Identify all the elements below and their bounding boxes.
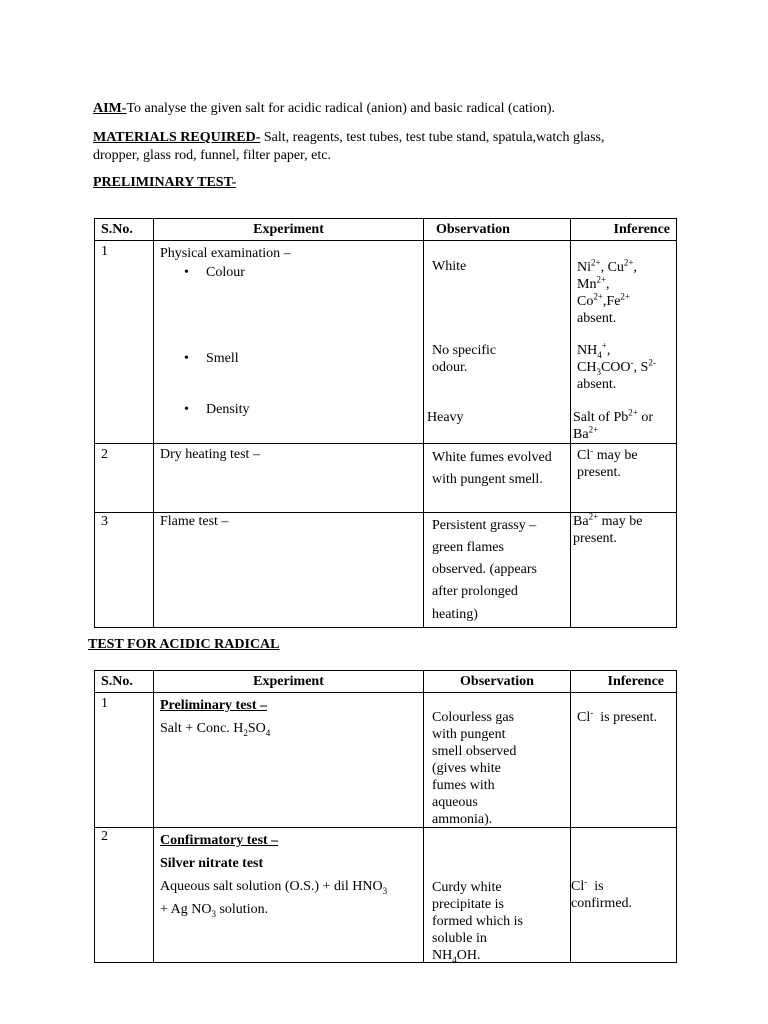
observation-line: $NH_4OH$.	[432, 948, 481, 965]
inference-text: Cl- is present.	[577, 707, 657, 725]
header-observation: Observation	[424, 219, 571, 241]
observation-line: soluble in	[432, 931, 487, 946]
materials-label: MATERIALS REQUIRED-	[93, 130, 261, 145]
header-sno: S.No.	[95, 671, 154, 693]
preliminary-heading: PRELIMINARY TEST-	[93, 175, 237, 190]
sno: 1	[101, 696, 108, 711]
header-experiment: Experiment	[154, 671, 424, 693]
inference-text: $Ba^{2+}$ may be present.	[573, 511, 643, 546]
observation-smell-1: No specific	[432, 343, 497, 358]
observation-line: White fumes evolved	[432, 450, 552, 465]
sno: 3	[101, 514, 108, 529]
inference-text: Cl- may be present.	[577, 445, 638, 480]
bullet-smell: • Smell	[206, 350, 239, 367]
confirmatory-test-title: Confirmatory test –	[160, 833, 279, 848]
aim-line	[93, 100, 693, 118]
observation-line: with pungent smell.	[432, 472, 543, 487]
table-row	[95, 513, 677, 628]
materials-line-2	[93, 147, 693, 165]
observation-line: Curdy white	[432, 880, 502, 895]
sno: 2	[101, 829, 108, 844]
experiment-text: Aqueous salt solution (O.S.) + dil $HNO_3$	[160, 879, 388, 896]
observation-line: after prolonged	[432, 584, 518, 599]
observation-line: observed. (appears	[432, 562, 537, 577]
experiment-text: Dry heating test –	[160, 447, 260, 462]
preliminary-test-table	[94, 218, 677, 628]
header-inference: Inference	[571, 671, 677, 693]
observation-line: green flames	[432, 540, 504, 555]
observation-line: heating)	[432, 607, 478, 622]
observation-line: aqueous	[432, 795, 478, 810]
observation-line: fumes with	[432, 778, 495, 793]
table-row	[95, 828, 677, 963]
materials-text-2: dropper, glass rod, funnel, filter paper, etc.	[93, 148, 331, 163]
aim-label: AIM-	[93, 101, 127, 116]
acidic-radical-table	[94, 670, 677, 963]
bullet-density: • Density	[206, 401, 250, 418]
preliminary-test-title: Preliminary test –	[160, 698, 268, 713]
materials-line	[93, 129, 693, 147]
observation-line: with pungent	[432, 727, 506, 742]
header-inference: Inference	[571, 219, 677, 241]
table-row	[95, 693, 677, 828]
observation-line: formed which is	[432, 914, 523, 929]
observation-line: Persistent grassy –	[432, 518, 537, 533]
acidic-heading: TEST FOR ACIDIC RADICAL	[88, 637, 280, 652]
observation-line: ammonia).	[432, 812, 493, 827]
observation-smell-2: odour.	[432, 360, 468, 375]
observation-line: smell observed	[432, 744, 517, 759]
aim-text: To analyse the given salt for acidic radical (anion) and basic radical (cation).	[126, 101, 555, 116]
observation-line: Colourless gas	[432, 710, 515, 725]
header-observation: Observation	[424, 671, 571, 693]
experiment-text: + Ag $NO_3$ solution.	[160, 902, 269, 919]
bullet-colour: • Colour	[206, 264, 245, 281]
experiment-text: Salt + Conc. $H_2SO_4$	[160, 721, 271, 738]
table-row	[95, 241, 677, 444]
sno: 2	[101, 447, 108, 462]
experiment-text: Physical examination –	[160, 246, 291, 261]
silver-nitrate-test-title: Silver nitrate test	[160, 856, 264, 871]
materials-text-1: Salt, reagents, test tubes, test tube stand, spatula,watch glass,	[260, 130, 605, 145]
observation-line: (gives white	[432, 761, 501, 776]
sno: 1	[101, 244, 108, 259]
header-sno: S.No.	[95, 219, 154, 241]
observation-density: Heavy	[427, 410, 464, 425]
inference-text: Cl- is confirmed.	[571, 876, 633, 911]
header-experiment: Experiment	[154, 219, 424, 241]
observation-colour: White	[432, 259, 467, 274]
experiment-text: Flame test –	[160, 514, 229, 529]
table-header-row	[95, 671, 677, 693]
inference-smell: $NH_4^+$, $CH_3COO^-$, $S^{2-}$ absent.	[577, 340, 656, 392]
table-row	[95, 444, 677, 513]
table-header-row	[95, 219, 677, 241]
inference-density: Salt of $Pb^{2+}$ or $Ba^{2+}$	[573, 407, 653, 442]
inference-colour: $Ni^{2+}$, $Cu^{2+}$, $Mn^{2+}$, $Co^{2+},Fe^{2+}$ absent.	[577, 257, 637, 326]
observation-line: precipitate is	[432, 897, 504, 912]
